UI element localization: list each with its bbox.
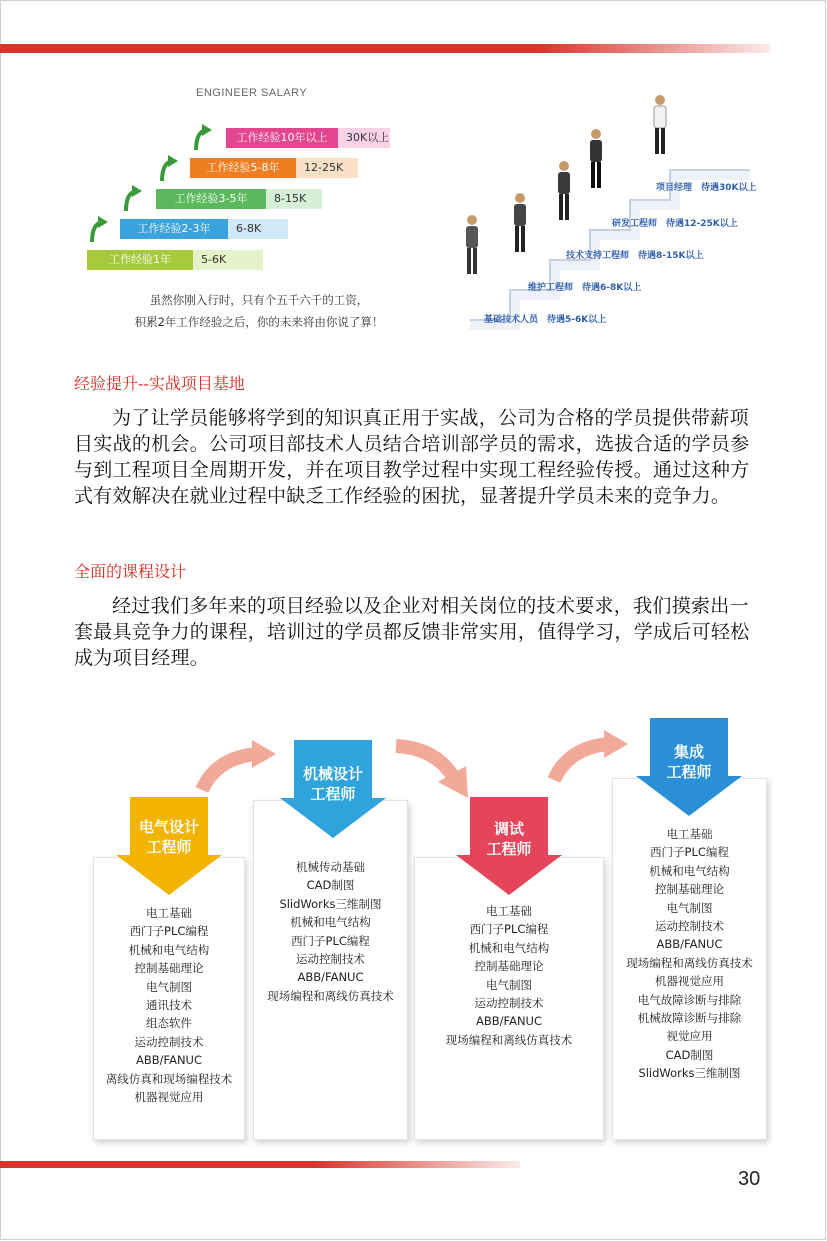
course-title-line: 集成 (673, 743, 704, 761)
course-badge (636, 718, 742, 816)
course-item: 西门子PLC编程 (129, 924, 209, 939)
course-item: 机器视觉应用 (134, 1090, 204, 1105)
course-item: 电气制图 (666, 900, 713, 915)
course-item: 电气制图 (486, 977, 532, 992)
course-item: 机械和电气结构 (649, 863, 730, 878)
flow-arrow-icon (392, 738, 474, 800)
section-body: 为了让学员能够将学到的知识真正用于实战，公司为合格的学员提供带薪项目实战的机会。公司项目部技术人员结合培训部学员的需求，选拔合适的学员参与到工程项目全周期开发，并在项目教学过程中实现工程经验传授。通过这种方式有效解决在就业过程中缺乏工作经验的困扰，显著提升学员未来的竞争力。 (74, 407, 750, 507)
course-card (612, 778, 767, 1140)
course-item: ABB/FANUC (656, 937, 723, 952)
course-item: 控制基础理论 (655, 882, 724, 897)
course-item: 电工基础 (146, 906, 192, 920)
career-step-label: 技术支持工程师 待遇8-15K以上 (566, 251, 704, 261)
salary-caption-line: 积累2年工作经验之后，你的未来将由你说了算！ (134, 315, 384, 329)
career-step-label: 项目经理 待遇30K以上 (656, 183, 757, 193)
person-icon (554, 160, 574, 222)
bottom-accent-bar (0, 1161, 520, 1168)
course-title-line: 调试 (493, 820, 524, 838)
course-item: 控制基础理论 (134, 961, 204, 976)
course-badge (280, 740, 386, 838)
course-item: SlidWorks三维制图 (279, 896, 382, 911)
salary-step-value: 8-15K (266, 189, 322, 209)
course-item: 电气故障诊断与排除 (637, 992, 742, 1007)
person-icon (510, 192, 530, 254)
course-item: 机械和电气结构 (128, 942, 210, 957)
course-item: 现场编程和离线仿真技术 (267, 988, 394, 1003)
course-item: 西门子PLC编程 (469, 922, 549, 937)
salary-chart-title: ENGINEER SALARY (196, 87, 308, 99)
course-title-line: 工程师 (146, 838, 192, 856)
course-item: ABB/FANUC (297, 970, 364, 985)
course-item: 电工基础 (486, 904, 532, 918)
salary-step-value: 30K以上 (338, 128, 390, 148)
course-item: 西门子PLC编程 (650, 845, 729, 860)
flow-arrow-icon (548, 730, 630, 782)
course-item: 控制基础理论 (474, 959, 544, 974)
person-icon (462, 214, 482, 276)
course-title-line: 机械设计 (302, 765, 363, 783)
course-item: 机械故障诊断与排除 (637, 1011, 742, 1026)
course-item: 运动控制技术 (474, 996, 544, 1011)
green-arrow-icon (122, 183, 144, 213)
course-item: 机械传动基础 (296, 860, 365, 874)
section-title: 全面的课程设计 (74, 562, 187, 581)
career-step-label: 基础技术人员 待遇5-6K以上 (484, 315, 607, 325)
course-item: 组态软件 (146, 1016, 192, 1031)
top-accent-bar (0, 44, 770, 53)
course-item: 机械和电气结构 (468, 940, 550, 955)
section-title: 经验提升--实战项目基地 (74, 374, 245, 393)
course-list (254, 858, 407, 1005)
course-title-line: 工程师 (666, 763, 712, 781)
course-card (253, 800, 408, 1140)
salary-caption (114, 289, 404, 333)
section-body: 经过我们多年来的项目经验以及企业对相关岗位的技术要求，我们摸索出一套最具竞争力的课程，培训过的学员都反馈非常实用，值得学习，学成后可轻松成为项目经理。 (74, 595, 750, 669)
course-list (613, 825, 766, 1083)
course-item: 机械和电气结构 (290, 915, 371, 930)
course-card (93, 857, 245, 1140)
course-item: 运动控制技术 (134, 1034, 204, 1049)
salary-step-label: 工作经验5-8年 (190, 158, 296, 178)
salary-step-label: 工作经验10年以上 (226, 128, 338, 148)
salary-step-label: 工作经验2-3年 (120, 219, 228, 239)
salary-caption-line: 虽然你刚入行时，只有个五千六千的工资， (149, 293, 369, 307)
course-item: 通讯技术 (146, 998, 192, 1013)
career-step-label: 维护工程师 待遇6-8K以上 (528, 283, 642, 293)
person-icon (650, 94, 670, 156)
salary-step-label: 工作经验1年 (87, 250, 193, 270)
salary-step-value: 12-25K (296, 158, 358, 178)
flow-arrow-icon (196, 740, 278, 792)
course-item: CAD制图 (306, 878, 355, 893)
course-item: ABB/FANUC (476, 1014, 542, 1029)
course-item: 现场编程和离线仿真技术 (626, 955, 753, 970)
person-icon (586, 128, 606, 190)
course-item: 电工基础 (666, 827, 713, 841)
course-item: 现场编程和离线仿真技术 (445, 1032, 573, 1047)
green-arrow-icon (88, 214, 110, 244)
page-number: 30 (738, 1168, 761, 1190)
course-title-line: 电气设计 (138, 818, 199, 836)
green-arrow-icon (192, 122, 214, 152)
course-list (94, 904, 244, 1106)
course-item: 离线仿真和现场编程技术 (105, 1071, 233, 1086)
course-item: ABB/FANUC (136, 1053, 202, 1068)
course-item: 运动控制技术 (296, 952, 365, 967)
course-item: SlidWorks三维制图 (638, 1066, 741, 1081)
course-badge (456, 797, 562, 895)
career-step-label: 研发工程师 待遇12-25K以上 (612, 219, 738, 229)
course-item: 视觉应用 (666, 1029, 713, 1044)
salary-step-label: 工作经验3-5年 (156, 189, 266, 209)
salary-step-value: 6-8K (228, 219, 288, 239)
course-item: 运动控制技术 (655, 919, 724, 934)
course-card (414, 857, 604, 1140)
course-list (415, 902, 603, 1049)
course-item: 电气制图 (146, 979, 192, 994)
course-item: 机器视觉应用 (655, 974, 724, 989)
salary-step-value: 5-6K (193, 250, 263, 270)
course-badge (116, 797, 222, 895)
course-title-line: 工程师 (486, 840, 532, 858)
course-title-line: 工程师 (310, 785, 356, 803)
course-item: CAD制图 (665, 1047, 714, 1062)
course-item: 西门子PLC编程 (291, 933, 370, 948)
green-arrow-icon (158, 153, 180, 183)
